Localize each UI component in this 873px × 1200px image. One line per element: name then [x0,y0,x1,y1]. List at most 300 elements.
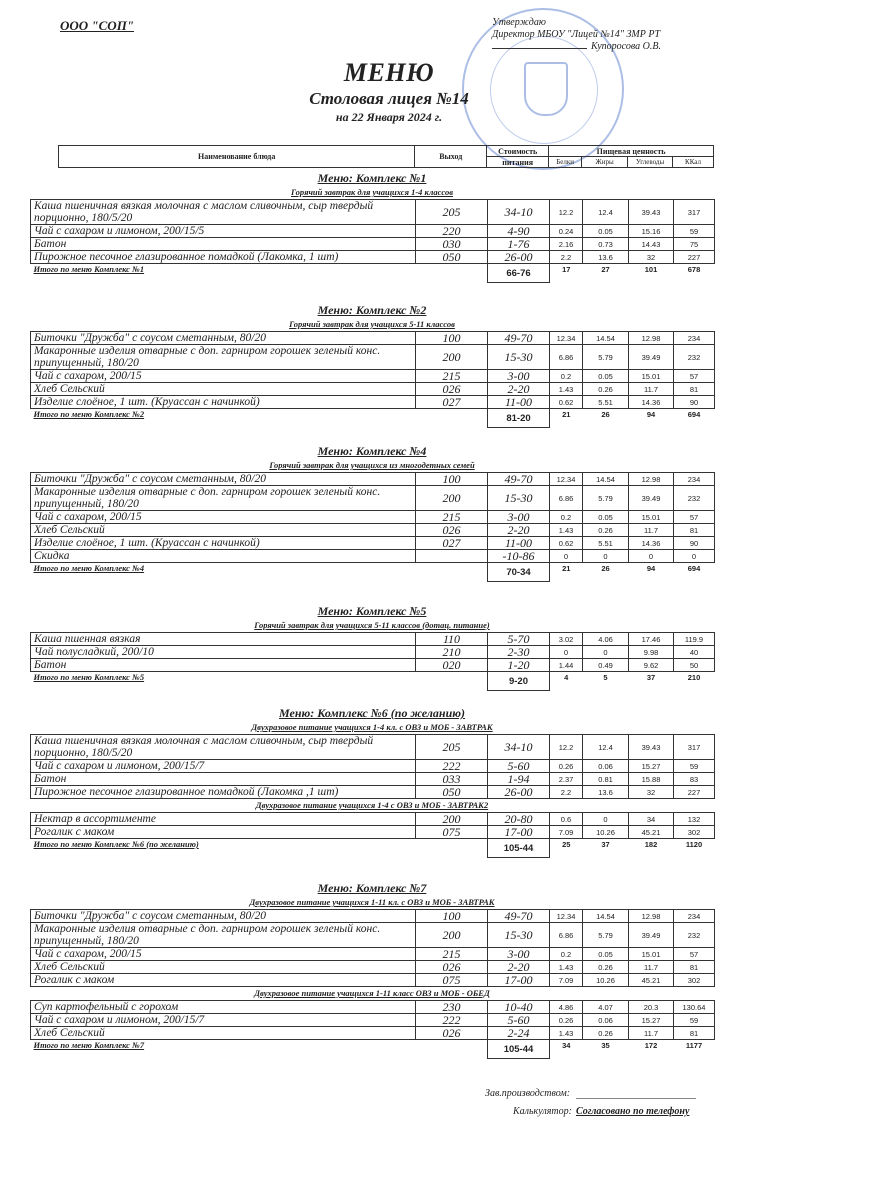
table-row [31,550,715,563]
dish-name: Хлеб Сельский [31,383,416,396]
dish-kcal: 50 [674,659,715,672]
dish-kcal: 81 [674,383,715,396]
dish-price: 11-00 [488,537,550,550]
dish-fat: 0.06 [583,760,629,773]
dish-name: Каша пшенная вязкая [31,633,416,646]
calculator-value: Согласовано по телефону [575,1106,690,1117]
dish-protein: 2.2 [550,786,583,799]
header-dish-name: Наименование блюда [59,146,415,168]
dish-kcal: 130.64 [674,1001,715,1014]
dish-name: Макаронные изделия отварные с доп. гарниром горошек зеленый конс. припущенный, 180/20 [31,345,416,370]
dish-carbs: 12.98 [629,910,674,923]
dish-kcal: 81 [674,1027,715,1040]
group-title: Двухразовое питание учащихся 1-11 класс ОВЗ и МОБ - ОБЕД [254,988,490,998]
table-row [31,473,715,486]
dish-output [416,550,488,563]
dish-kcal: 81 [674,961,715,974]
dish-protein: 0 [550,646,583,659]
dish-name: Рогалик с маком [31,974,416,987]
total-price: 66-76 [488,264,550,283]
table-row [31,948,715,961]
dish-name: Рогалик с маком [31,826,416,839]
dish-fat: 0.06 [583,1014,629,1027]
dish-carbs: 20.3 [629,1001,674,1014]
dish-carbs: 11.7 [629,1027,674,1040]
total-carbs: 101 [644,265,658,274]
total-fat: 5 [603,673,608,682]
dish-output: 110 [416,633,488,646]
menu-section [30,705,714,858]
table-row [31,910,715,923]
dish-price: 3-00 [488,511,550,524]
dish-protein: 12.34 [550,473,583,486]
dish-fat: 4.06 [583,633,629,646]
dish-price: 20-80 [488,813,550,826]
dish-fat: 12.4 [583,200,629,225]
dish-protein: 0.62 [550,537,583,550]
dish-kcal: 302 [674,826,715,839]
dish-fat: 0.81 [583,773,629,786]
group-title: Горячий завтрак для учащихся 5-11 классов [289,319,455,329]
total-kcal: 1177 [685,1041,703,1050]
dish-fat: 0.05 [583,511,629,524]
dish-output: 215 [416,511,488,524]
dish-kcal: 59 [674,225,715,238]
dish-output: 020 [416,659,488,672]
total-row [31,563,715,582]
approve-label: Утверждаю [492,17,546,28]
dish-price: 2-24 [488,1027,550,1040]
table-row [31,345,715,370]
dish-kcal: 302 [674,974,715,987]
total-label: Итого по меню Комплекс №1 [33,264,145,274]
dish-fat: 10.26 [583,974,629,987]
dish-fat: 10.26 [583,826,629,839]
dish-carbs: 14.43 [629,238,674,251]
dish-fat: 0.26 [583,524,629,537]
dish-protein: 1.43 [550,383,583,396]
dish-output: 026 [416,383,488,396]
section-title: Меню: Комплекс №4 [317,444,427,458]
dish-protein: 0.62 [550,396,583,409]
total-fat: 37 [601,840,610,849]
total-label: Итого по меню Комплекс №7 [33,1040,145,1050]
dish-carbs: 34 [629,813,674,826]
total-protein: 21 [562,410,571,419]
dish-carbs: 39.49 [629,923,674,948]
dish-price: 4-90 [488,225,550,238]
total-fat: 27 [601,265,610,274]
total-price: 9-20 [488,672,550,691]
dish-price: 15-30 [488,486,550,511]
calculator-label: Калькулятор: [513,1106,572,1117]
dish-fat: 12.4 [583,735,629,760]
table-row [31,813,715,826]
dish-price: 15-30 [488,345,550,370]
menu-table [30,812,715,858]
dish-kcal: 234 [674,332,715,345]
dish-fat: 4.07 [583,1001,629,1014]
dish-price: 34-10 [488,735,550,760]
dish-fat: 0 [583,646,629,659]
dish-price: 5-60 [488,1014,550,1027]
dish-output: 200 [416,486,488,511]
table-row [31,961,715,974]
table-row [31,659,715,672]
dish-fat: 5.51 [583,396,629,409]
dish-name: Хлеб Сельский [31,524,416,537]
total-carbs: 172 [644,1041,658,1050]
dish-output: 026 [416,524,488,537]
group-title: Горячий завтрак для учащихся из многодетных семей [269,460,475,470]
dish-kcal: 90 [674,396,715,409]
dish-price: 49-70 [488,473,550,486]
dish-output: 215 [416,370,488,383]
dish-name: Чай с сахаром, 200/15 [31,370,416,383]
total-carbs: 94 [646,564,656,573]
dish-output: 027 [416,396,488,409]
total-price: 105-44 [488,839,550,858]
dish-price: 1-20 [488,659,550,672]
menu-table [30,734,715,799]
dish-kcal: 83 [674,773,715,786]
dish-price: 3-00 [488,370,550,383]
dish-carbs: 14.36 [629,537,674,550]
dish-protein: 0.2 [550,370,583,383]
dish-name: Чай с сахаром и лимоном, 200/15/7 [31,760,416,773]
group-title: Горячий завтрак для учащихся 5-11 классов (дотац. питание) [254,620,490,630]
calculator-field [513,1106,689,1117]
dish-kcal: 57 [674,511,715,524]
dish-fat: 0.26 [583,961,629,974]
table-row [31,396,715,409]
dish-kcal: 59 [674,760,715,773]
dish-name: Нектар в ассортименте [31,813,416,826]
dish-protein: 1.43 [550,524,583,537]
dish-kcal: 59 [674,1014,715,1027]
dish-fat: 5.51 [583,537,629,550]
dish-protein: 6.86 [550,486,583,511]
total-row [31,409,715,428]
dish-fat: 5.79 [583,923,629,948]
dish-protein: 6.86 [550,923,583,948]
group-title: Двухразовое питание учащихся 1-4 с ОВЗ и МОБ - ЗАВТРАК2 [255,800,489,810]
total-row [31,672,715,691]
table-row [31,786,715,799]
total-label: Итого по меню Комплекс №4 [33,563,145,573]
menu-table [30,909,715,987]
total-price: 105-44 [488,1040,550,1059]
dish-fat: 13.6 [583,786,629,799]
header-kcal: ККал [673,157,714,168]
dish-carbs: 9.62 [629,659,674,672]
dish-carbs: 17.46 [629,633,674,646]
total-protein: 34 [562,1041,571,1050]
total-carbs: 94 [646,410,656,419]
table-row [31,974,715,987]
section-title: Меню: Комплекс №2 [317,303,427,317]
section-title: Меню: Комплекс №6 (по желанию) [279,706,465,720]
dish-name: Каша пшеничная вязкая молочная с маслом сливочным, сыр твердый порционно, 180/5/20 [31,735,416,760]
dish-kcal: 119.9 [674,633,715,646]
dish-protein: 0 [550,550,583,563]
dish-name: Батон [31,238,416,251]
table-row [31,225,715,238]
table-row [31,370,715,383]
dish-carbs: 15.88 [629,773,674,786]
group-title: Горячий завтрак для учащихся 1-4 классов [290,187,454,197]
total-kcal: 210 [687,673,701,682]
dish-fat: 0.73 [583,238,629,251]
dish-price: 17-00 [488,974,550,987]
dish-kcal: 317 [674,200,715,225]
dish-output: 050 [416,251,488,264]
dish-protein: 12.34 [550,910,583,923]
dish-fat: 5.79 [583,345,629,370]
table-row [31,251,715,264]
dish-output: 230 [416,1001,488,1014]
dish-protein: 7.09 [550,974,583,987]
total-row [31,264,715,283]
dish-output: 100 [416,473,488,486]
dish-price: 26-00 [488,251,550,264]
dish-kcal: 90 [674,537,715,550]
dish-price: 5-60 [488,760,550,773]
section-title: Меню: Комплекс №1 [317,171,427,185]
dish-fat: 0.49 [583,659,629,672]
table-row [31,200,715,225]
dish-carbs: 15.16 [629,225,674,238]
dish-output: 027 [416,537,488,550]
menu-table [30,199,715,283]
page-subtitle: Столовая лицея №14 [309,89,469,108]
organization-name: ООО "СОП" [60,18,135,33]
dish-output: 030 [416,238,488,251]
header-protein: Белки [549,157,582,168]
dish-output: 210 [416,646,488,659]
menu-table [30,1000,715,1059]
total-protein: 17 [562,265,571,274]
title-block [0,58,873,125]
dish-protein: 6.86 [550,345,583,370]
production-manager-field [485,1088,696,1099]
group-title: Двухразовое питание учащихся 1-11 кл. с ОВЗ и МОБ - ЗАВТРАК [249,897,495,907]
dish-protein: 0.26 [550,760,583,773]
total-protein: 25 [562,840,571,849]
dish-protein: 0.2 [550,948,583,961]
total-fat: 35 [601,1041,610,1050]
dish-price: 2-20 [488,524,550,537]
dish-price: 10-40 [488,1001,550,1014]
dish-name: Хлеб Сельский [31,1027,416,1040]
dish-protein: 0.2 [550,511,583,524]
dish-fat: 5.79 [583,486,629,511]
total-price: 70-34 [488,563,550,582]
table-row [31,633,715,646]
menu-table [30,472,715,582]
dish-kcal: 0 [674,550,715,563]
dish-name: Пирожное песочное глазированное помадкой (Лакомка ,1 шт) [31,786,416,799]
table-row [31,511,715,524]
total-label: Итого по меню Комплекс №6 (по желанию) [33,839,199,849]
dish-carbs: 15.27 [629,1014,674,1027]
dish-price: 17-00 [488,826,550,839]
dish-carbs: 11.7 [629,383,674,396]
dish-output: 075 [416,826,488,839]
approve-position: Директор МБОУ "Лицей №14" ЗМР РТ [492,29,661,40]
dish-carbs: 15.01 [629,370,674,383]
dish-kcal: 232 [674,486,715,511]
dish-price: 5-70 [488,633,550,646]
dish-name: Хлеб Сельский [31,961,416,974]
dish-protein: 12.34 [550,332,583,345]
dish-kcal: 232 [674,345,715,370]
header-price-2: питания [487,157,549,168]
total-kcal: 694 [687,564,701,573]
dish-price: 34-10 [488,200,550,225]
production-label: Зав.производством: [485,1088,571,1099]
header-carbs: Углеводы [628,157,673,168]
menu-section [30,443,714,582]
header-fat: Жиры [582,157,628,168]
table-row [31,332,715,345]
dish-fat: 13.6 [583,251,629,264]
table-row [31,1014,715,1027]
dish-price: 11-00 [488,396,550,409]
dish-name: Изделие слоёное, 1 шт. (Круассан с начинкой) [31,396,416,409]
dish-name: Биточки "Дружба" с соусом сметанным, 80/20 [31,910,416,923]
dish-carbs: 12.98 [629,473,674,486]
header-price-1: Стоимость [487,146,549,157]
dish-carbs: 11.7 [629,524,674,537]
dish-output: 100 [416,332,488,345]
menu-section [30,880,714,1059]
table-row [31,537,715,550]
dish-carbs: 45.21 [629,826,674,839]
total-protein: 21 [562,564,571,573]
dish-fat: 0.05 [583,225,629,238]
dish-price: 26-00 [488,786,550,799]
dish-carbs: 32 [629,786,674,799]
dish-output: 026 [416,961,488,974]
table-row [31,238,715,251]
dish-carbs: 12.98 [629,332,674,345]
dish-carbs: 9.98 [629,646,674,659]
signature-line [576,1098,696,1099]
dish-name: Каша пшеничная вязкая молочная с маслом сливочным, сыр твердый порционно, 180/5/20 [31,200,416,225]
dish-output: 220 [416,225,488,238]
dish-output: 205 [416,735,488,760]
dish-protein: 1.44 [550,659,583,672]
dish-output: 205 [416,200,488,225]
total-label: Итого по меню Комплекс №2 [33,409,145,419]
dish-kcal: 234 [674,473,715,486]
dish-name: Чай с сахаром, 200/15 [31,948,416,961]
table-row [31,1001,715,1014]
dish-output: 033 [416,773,488,786]
column-header-table [58,145,714,168]
page-title: МЕНЮ [343,58,435,87]
menu-table [30,632,715,691]
dish-carbs: 15.27 [629,760,674,773]
section-title: Меню: Комплекс №7 [317,881,427,895]
dish-output: 100 [416,910,488,923]
total-fat: 26 [601,410,610,419]
dish-protein: 1.43 [550,961,583,974]
dish-protein: 2.2 [550,251,583,264]
dish-protein: 0.26 [550,1014,583,1027]
dish-fat: 0 [583,813,629,826]
dish-fat: 14.54 [583,332,629,345]
dish-fat: 14.54 [583,473,629,486]
dish-output: 200 [416,923,488,948]
table-row [31,486,715,511]
dish-output: 075 [416,974,488,987]
table-row [31,1027,715,1040]
menu-section [30,302,714,428]
dish-fat: 0.26 [583,1027,629,1040]
total-row [31,1040,715,1059]
dish-name: Чай с сахаром и лимоном, 200/15/5 [31,225,416,238]
dish-kcal: 57 [674,370,715,383]
dish-price: -10-86 [488,550,550,563]
dish-output: 200 [416,345,488,370]
dish-name: Пирожное песочное глазированное помадкой (Лакомка, 1 шт) [31,251,416,264]
dish-protein: 12.2 [550,200,583,225]
signature-line [492,48,587,49]
dish-fat: 14.54 [583,910,629,923]
dish-kcal: 317 [674,735,715,760]
menu-section [30,603,714,691]
total-kcal: 1120 [685,840,703,849]
dish-name: Суп картофельный с горохом [31,1001,416,1014]
total-price: 81-20 [488,409,550,428]
dish-carbs: 15.01 [629,511,674,524]
table-row [31,826,715,839]
dish-carbs: 39.43 [629,735,674,760]
menu-table [30,331,715,428]
dish-protein: 7.09 [550,826,583,839]
dish-output: 215 [416,948,488,961]
section-title: Меню: Комплекс №5 [317,604,427,618]
dish-name: Биточки "Дружба" с соусом сметанным, 80/20 [31,332,416,345]
dish-name: Батон [31,773,416,786]
dish-protein: 0.24 [550,225,583,238]
dish-price: 1-76 [488,238,550,251]
dish-output: 050 [416,786,488,799]
menu-section [30,170,714,283]
dish-price: 2-20 [488,961,550,974]
dish-protein: 4.86 [550,1001,583,1014]
dish-price: 2-30 [488,646,550,659]
total-carbs: 37 [646,673,656,682]
dish-name: Биточки "Дружба" с соусом сметанным, 80/20 [31,473,416,486]
dish-protein: 2.37 [550,773,583,786]
dish-carbs: 32 [629,251,674,264]
dish-name: Макаронные изделия отварные с доп. гарниром горошек зеленый конс. припущенный, 180/20 [31,486,416,511]
dish-fat: 0 [583,550,629,563]
dish-kcal: 227 [674,786,715,799]
dish-carbs: 15.01 [629,948,674,961]
dish-kcal: 232 [674,923,715,948]
dish-price: 2-20 [488,383,550,396]
dish-carbs: 39.49 [629,486,674,511]
dish-output: 222 [416,760,488,773]
group-title: Двухразовое питание учащихся 1-4 кл. с ОВЗ и МОБ - ЗАВТРАК [251,722,493,732]
table-row [31,524,715,537]
dish-name: Чай с сахаром, 200/15 [31,511,416,524]
approve-name: Купоросова О.В. [591,41,661,52]
